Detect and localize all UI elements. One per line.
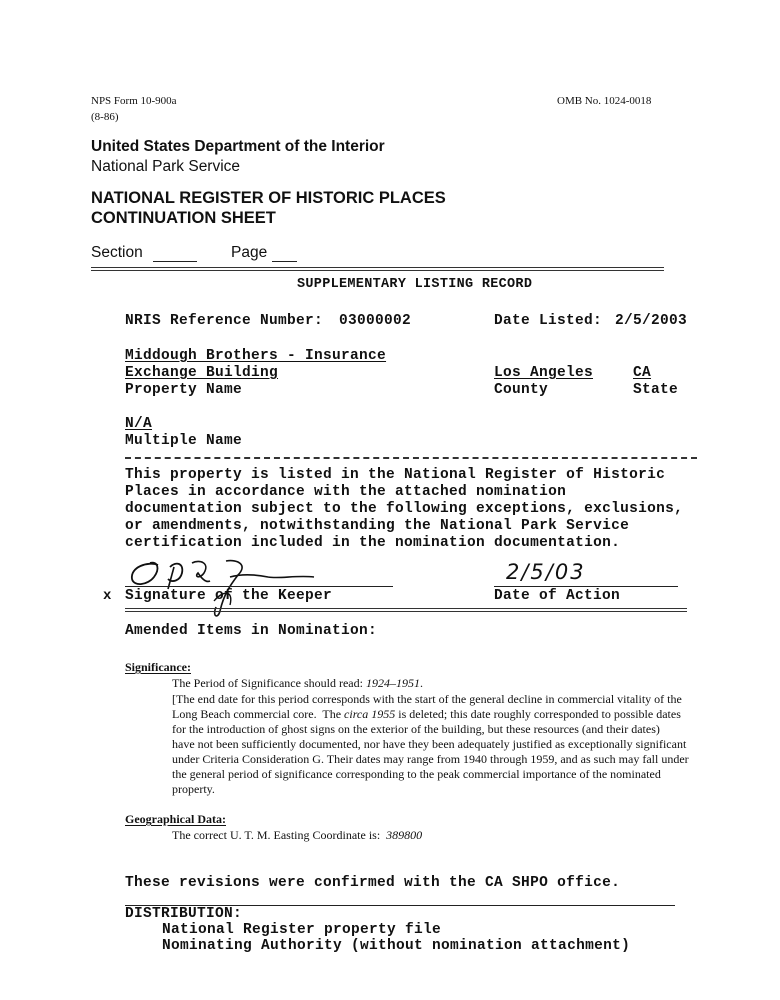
header-divider xyxy=(91,267,664,271)
period-end: . xyxy=(419,676,423,690)
period-value: 1924–1951 xyxy=(365,676,420,690)
period-text: The Period of Significance should read: xyxy=(172,676,363,690)
property-name-label: Property Name xyxy=(125,382,243,398)
signature-divider xyxy=(125,608,687,612)
note-line: [The end date for this period corresponds with the start of the general decline in commercial vitality of the xyxy=(172,692,682,706)
date-of-action-label: Date of Action xyxy=(494,588,621,604)
significance-note xyxy=(172,692,732,797)
statement-line: Places in accordance with the attached nomination xyxy=(125,484,567,500)
confirmation-note: These revisions were confirmed with the CA SHPO office. xyxy=(125,875,621,891)
utm-statement xyxy=(172,828,422,843)
utm-value: 389800 xyxy=(386,828,423,842)
note-line: the general period of significance corresponding to the peak commercial importance of the nominated xyxy=(172,767,661,781)
note-line: for the introduction of ghost signs on the exterior of the building, but these resources (and their dates) xyxy=(172,722,660,736)
statement-line: This property is listed in the National Register of Historic xyxy=(125,467,666,483)
page-label: Page xyxy=(231,244,268,261)
omb-number: OMB No. 1024-0018 xyxy=(557,95,652,107)
form-revision: (8-86) xyxy=(91,111,119,123)
statement-line: or amendments, notwithstanding the National Park Service xyxy=(125,518,630,534)
distribution-label: DISTRIBUTION: xyxy=(125,906,243,922)
page-subtitle: CONTINUATION SHEET xyxy=(91,209,276,227)
distribution-item: National Register property file xyxy=(162,922,442,938)
circa-date: circa 1955 xyxy=(344,707,396,721)
state-label: State xyxy=(633,382,679,398)
signature-mark: x xyxy=(103,588,112,604)
date-listed-label: Date Listed: xyxy=(494,313,603,329)
page-blank xyxy=(272,261,297,262)
significance-heading: Significance: xyxy=(125,660,191,674)
property-name-line2: Exchange Building xyxy=(125,365,279,381)
utm-text: The correct U. T. M. Easting Coordinate is: xyxy=(172,828,381,842)
date-listed-value: 2/5/2003 xyxy=(615,313,688,329)
county-label: County xyxy=(494,382,549,398)
period-statement xyxy=(172,676,423,691)
service-name: National Park Service xyxy=(91,158,241,175)
multiple-name-label: Multiple Name xyxy=(125,433,243,449)
county-value: Los Angeles xyxy=(494,365,594,381)
note-line: Long Beach commercial core. The circa 1955 is deleted; this date roughly corresponded to possible dates xyxy=(172,707,681,721)
section-label: Section xyxy=(91,244,143,261)
note-line: have not been sufficiently documented, nor have they been adequately justified as exceptionally significant xyxy=(172,737,687,751)
page-title: NATIONAL REGISTER OF HISTORIC PLACES xyxy=(91,189,446,207)
note-line: property. xyxy=(172,782,215,796)
date-of-action-line xyxy=(494,586,678,587)
section-blank xyxy=(153,261,197,262)
record-heading: SUPPLEMENTARY LISTING RECORD xyxy=(297,277,533,292)
amended-heading: Amended Items in Nomination: xyxy=(125,623,378,639)
form-id: NPS Form 10-900a xyxy=(91,95,177,107)
state-value: CA xyxy=(633,365,652,381)
note-line: under Criteria Consideration G. Their dates may range from 1940 through 1959, and as such may fall under xyxy=(172,752,689,766)
department-name: United States Department of the Interior xyxy=(91,138,385,155)
listing-statement xyxy=(125,467,725,552)
statement-line: documentation subject to the following exceptions, exclusions, xyxy=(125,501,684,517)
distribution-item: Nominating Authority (without nomination attachment) xyxy=(162,938,631,954)
multiple-name-value: N/A xyxy=(125,416,153,432)
geographical-heading: Geographical Data: xyxy=(125,812,226,826)
date-of-action-value: 2/5/03 xyxy=(506,560,586,584)
property-name-line1: Middough Brothers - Insurance xyxy=(125,348,387,364)
signature-line xyxy=(125,586,393,587)
statement-divider xyxy=(125,457,697,459)
statement-line: certification included in the nomination documentation. xyxy=(125,535,621,551)
nris-label: NRIS Reference Number: xyxy=(125,313,324,329)
nris-value: 03000002 xyxy=(339,313,412,329)
signature-label: Signature of the Keeper xyxy=(125,588,333,604)
